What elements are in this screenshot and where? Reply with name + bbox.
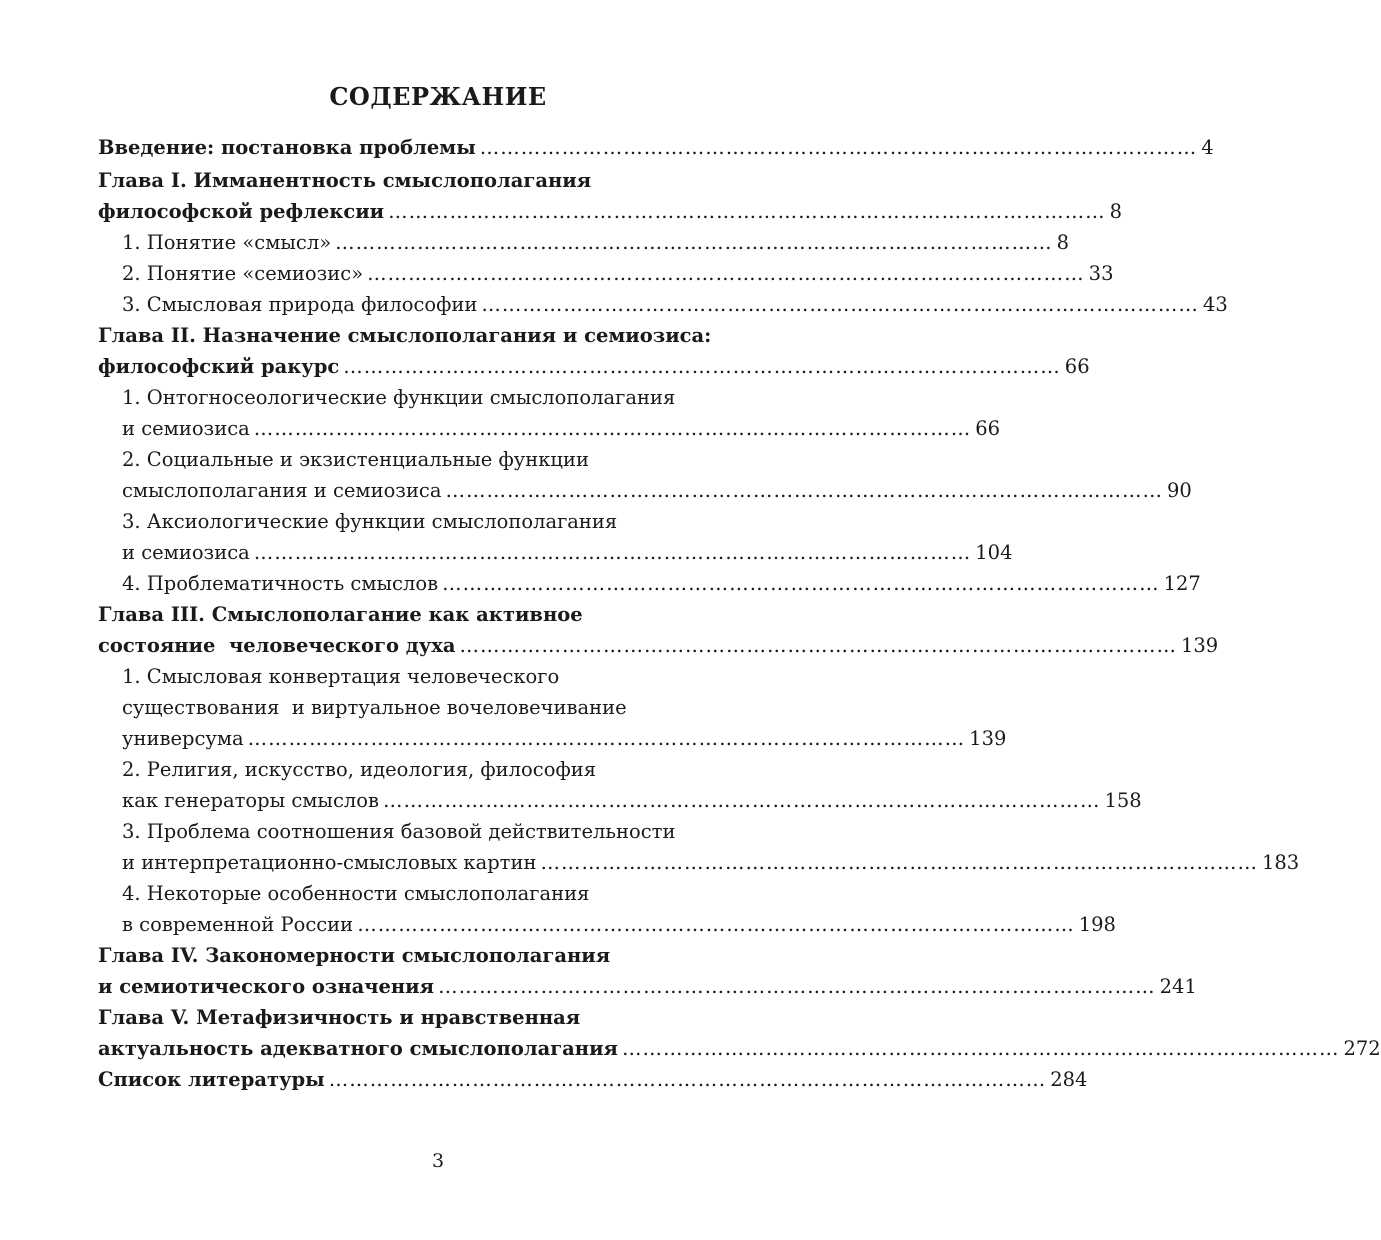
toc-entry-section	[98, 258, 1114, 289]
toc-line	[122, 475, 1192, 506]
toc-line: Глава I. Имманентность смыслополагания	[98, 169, 592, 192]
toc-line	[122, 723, 1007, 754]
toc-line	[98, 132, 1214, 163]
toc-entry-chapter	[98, 1002, 1381, 1064]
dot-leader: ……………………………………………………………………………………………	[388, 200, 1106, 223]
toc-line	[98, 630, 1219, 661]
toc-page-number: 8	[1109, 200, 1123, 223]
toc-page-number: 158	[1104, 789, 1142, 812]
toc-entry-title: универсума	[122, 727, 244, 750]
toc-line	[122, 289, 1228, 320]
toc-line: 2. Религия, искусство, идеология, философия	[122, 758, 597, 781]
toc-entry-title: и семиозиса	[122, 541, 250, 564]
toc-entry-section	[98, 506, 1013, 568]
toc-line	[98, 1064, 1088, 1095]
toc-entry-section	[98, 289, 1228, 320]
toc-entry-section	[98, 661, 1007, 754]
toc-entry-title: 1. Понятие «смысл»	[122, 231, 332, 254]
toc-page-number: 90	[1166, 479, 1192, 502]
dot-leader: ……………………………………………………………………………………………	[621, 1037, 1340, 1060]
toc-line: 1. Смысловая конвертация человеческого	[122, 665, 560, 688]
toc-line: 1. Онтогносеологические функции смыслополагания	[122, 386, 676, 409]
toc-entry-title: Список литературы	[98, 1068, 325, 1091]
toc-entry-chapter	[98, 599, 1219, 661]
toc-line: Глава IV. Закономерности смыслополагания	[98, 944, 611, 967]
toc-entry-title: состояние человеческого духа	[98, 634, 456, 657]
toc-entry-title: философский ракурс	[98, 355, 340, 378]
dot-leader: ……………………………………………………………………………………………	[540, 851, 1258, 874]
toc-page-number: 104	[975, 541, 1013, 564]
toc-page-number: 241	[1159, 975, 1197, 998]
toc-line: существования и виртуальное вочеловечивание	[122, 696, 627, 719]
toc-line	[98, 196, 1123, 227]
toc-page-number: 272	[1343, 1037, 1381, 1060]
toc-page-number: 33	[1088, 262, 1114, 285]
toc-line	[98, 1033, 1381, 1064]
dot-leader: ……………………………………………………………………………………………	[367, 262, 1085, 285]
toc-entry-section	[98, 754, 1142, 816]
table-of-contents	[98, 132, 1381, 1095]
dot-leader: ……………………………………………………………………………………………	[357, 913, 1075, 936]
toc-page-number: 66	[1064, 355, 1090, 378]
toc-line: 3. Аксиологические функции смыслополагания	[122, 510, 618, 533]
toc-line	[122, 909, 1116, 940]
toc-line: Глава II. Назначение смыслополагания и семиозиса:	[98, 324, 712, 347]
toc-line: 4. Некоторые особенности смыслополагания	[122, 882, 590, 905]
dot-leader: ……………………………………………………………………………………………	[442, 572, 1160, 595]
dot-leader: ……………………………………………………………………………………………	[445, 479, 1163, 502]
toc-entry-title: в современной России	[122, 913, 354, 936]
toc-line	[122, 847, 1300, 878]
toc-entry-chapter	[98, 165, 1123, 227]
toc-line	[122, 568, 1201, 599]
dot-leader: ……………………………………………………………………………………………	[481, 293, 1199, 316]
toc-entry-section	[98, 227, 1070, 258]
dot-leader: ……………………………………………………………………………………………	[335, 231, 1053, 254]
toc-entry-section	[98, 816, 1300, 878]
dot-leader: ……………………………………………………………………………………………	[253, 541, 972, 564]
toc-entry-title: и интерпретационно-смысловых картин	[122, 851, 537, 874]
toc-page-number: 43	[1202, 293, 1228, 316]
toc-line	[98, 971, 1197, 1002]
toc-entry-title: 3. Смысловая природа философии	[122, 293, 478, 316]
toc-entry-title: и семиотического означения	[98, 975, 435, 998]
toc-line	[122, 785, 1142, 816]
toc-page-number: 183	[1261, 851, 1300, 874]
toc-line	[98, 351, 1090, 382]
toc-page-number: 139	[1180, 634, 1219, 657]
toc-entry-chapter	[98, 940, 1197, 1002]
page-number: 3	[431, 1150, 445, 1172]
toc-page-number: 198	[1078, 913, 1116, 936]
toc-entry-section	[98, 444, 1192, 506]
toc-page-number: 8	[1056, 231, 1070, 254]
toc-entry-chapter	[98, 1064, 1088, 1095]
toc-line: 2. Социальные и экзистенциальные функции	[122, 448, 589, 471]
dot-leader: ……………………………………………………………………………………………	[382, 789, 1101, 812]
toc-entry-title: Введение: постановка проблемы	[98, 136, 476, 159]
toc-entry-title: философской рефлексии	[98, 200, 385, 223]
dot-leader: ……………………………………………………………………………………………	[459, 634, 1177, 657]
toc-line	[122, 258, 1114, 289]
dot-leader: ……………………………………………………………………………………………	[438, 975, 1156, 998]
page-title: СОДЕРЖАНИЕ	[329, 82, 547, 111]
toc-entry-title: 2. Понятие «семиозис»	[122, 262, 364, 285]
toc-line	[122, 413, 1001, 444]
toc-entry-chapter	[98, 132, 1214, 163]
dot-leader: ……………………………………………………………………………………………	[247, 727, 966, 750]
toc-entry-title: смыслополагания и семиозиса	[122, 479, 442, 502]
toc-entry-title: как генераторы смыслов	[122, 789, 379, 812]
toc-line	[122, 537, 1013, 568]
toc-entry-section	[98, 382, 1001, 444]
toc-line: Глава III. Смыслополагание как активное	[98, 603, 583, 626]
toc-line: 3. Проблема соотношения базовой действительности	[122, 820, 676, 843]
toc-page-number: 66	[975, 417, 1001, 440]
toc-entry-chapter	[98, 320, 1090, 382]
toc-page-number: 139	[969, 727, 1007, 750]
dot-leader: ……………………………………………………………………………………………	[328, 1068, 1047, 1091]
toc-line: Глава V. Метафизичность и нравственная	[98, 1006, 581, 1029]
toc-page-number: 284	[1050, 1068, 1088, 1091]
dot-leader: ……………………………………………………………………………………………	[253, 417, 972, 440]
toc-entry-section	[98, 568, 1201, 599]
dot-leader: ……………………………………………………………………………………………	[479, 136, 1198, 159]
toc-entry-title: и семиозиса	[122, 417, 250, 440]
toc-page-number: 127	[1163, 572, 1201, 595]
toc-entry-section	[98, 878, 1116, 940]
toc-entry-title: актуальность адекватного смыслополагания	[98, 1037, 618, 1060]
toc-page-number: 4	[1201, 136, 1214, 159]
dot-leader: ……………………………………………………………………………………………	[343, 355, 1061, 378]
toc-entry-title: 4. Проблематичность смыслов	[122, 572, 439, 595]
toc-line	[122, 227, 1070, 258]
